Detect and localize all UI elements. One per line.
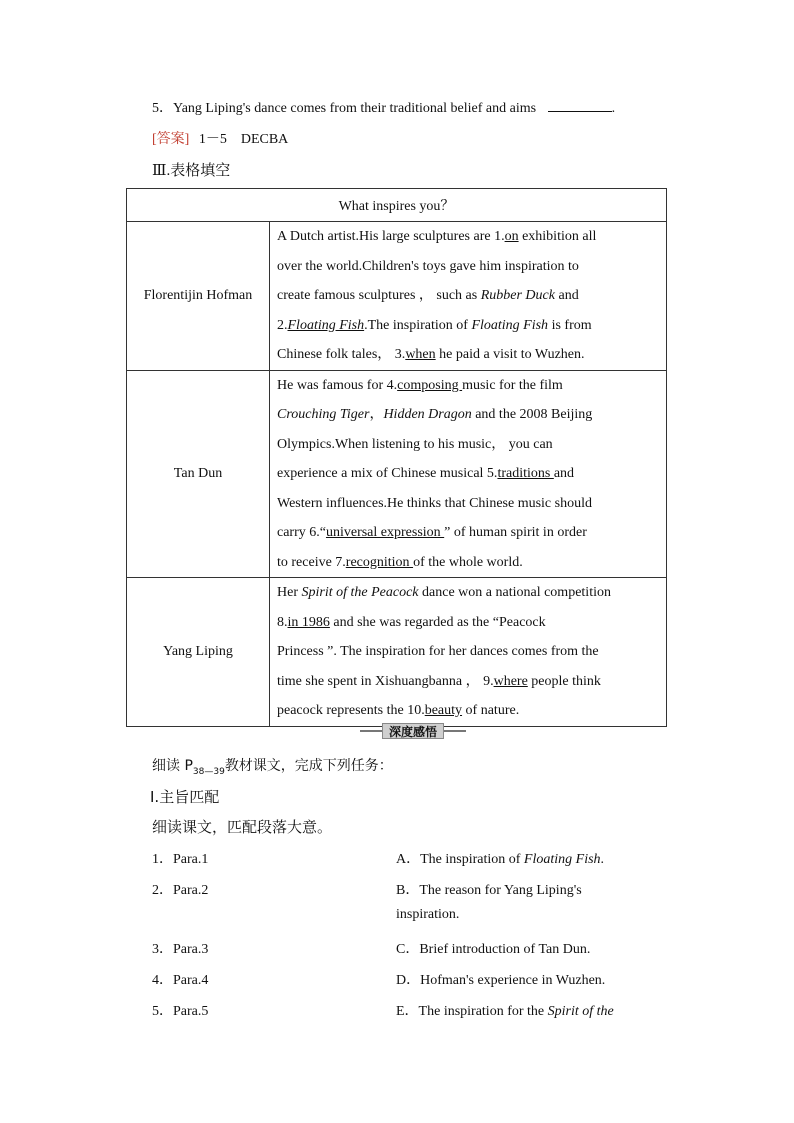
text-run: Spirit of the Peacock — [301, 585, 419, 600]
text-run: peacock represents the 10. — [277, 703, 425, 718]
reading-intro — [152, 755, 393, 777]
text-run: and the 2008 Beijing — [471, 407, 593, 422]
answer-fill: recognition — [345, 554, 414, 570]
table-row — [127, 370, 667, 578]
text-run: is from — [548, 317, 592, 333]
text-run: .The inspiration of — [364, 317, 472, 333]
list-item — [396, 1000, 614, 1031]
text-run: Her — [277, 585, 302, 600]
cell-line — [277, 222, 659, 252]
text-run: experience a mix of Chinese musical 5. — [277, 466, 498, 481]
answer-fill: on — [504, 229, 519, 244]
text-run: A Dutch artist.His large sculptures are 1. — [277, 229, 505, 244]
text-run: he paid a visit to Wuzhen. — [435, 347, 585, 362]
text-run: of the whole world. — [413, 554, 523, 570]
answer-text: 1－5 DECBA — [198, 132, 289, 147]
text-run: time she spent in Xishuangbanna ， 9. — [277, 673, 494, 689]
answer-fill: universal expression — [325, 525, 445, 540]
answer-fill: composing — [397, 377, 463, 393]
text-run: Spirit of the — [547, 1004, 614, 1019]
list-item — [396, 938, 614, 969]
summary-list — [396, 848, 614, 1031]
row-body — [270, 222, 667, 371]
inspiration-table — [126, 188, 667, 727]
question-5 — [152, 97, 668, 117]
cell-line — [277, 548, 659, 578]
text-run: A．The inspiration of — [396, 852, 524, 867]
text-run: . — [600, 852, 605, 867]
row-name-tan-dun: Tan Dun — [127, 370, 270, 578]
answer-fill: beauty — [424, 703, 463, 718]
text-run: of nature. — [462, 703, 520, 718]
text-run: Floating Fish — [471, 317, 549, 333]
text-run: exhibition all — [518, 229, 597, 244]
text-run: dance won a national competition — [418, 585, 611, 600]
table-header: What inspires you？ — [127, 189, 667, 222]
answer-fill: when — [405, 347, 436, 362]
text-run: Rubber Duck — [480, 288, 555, 303]
cell-line — [277, 430, 659, 460]
cell-line — [277, 637, 659, 667]
row-name-hofman: Florentijin Hofman — [127, 222, 270, 371]
cell-line — [277, 459, 659, 489]
cell-line — [277, 252, 659, 282]
text-run: C．Brief introduction of Tan Dun. — [396, 942, 591, 957]
text-run: D．Hofman's experience in Wuzhen. — [396, 973, 606, 988]
question-end: . — [611, 101, 616, 116]
cell-line — [277, 608, 659, 638]
cell-line — [277, 311, 659, 341]
matching-instruction: 细读课文，匹配段落大意。 — [152, 818, 333, 836]
banner-label: 深度感悟 — [382, 723, 444, 739]
list-item: 1．Para.1 — [152, 852, 209, 867]
question-text: Yang Liping's dance comes from their traditional belief and aims — [173, 101, 537, 116]
text-run: to receive 7. — [277, 554, 346, 570]
text-run: and she was regarded as the “Peacock — [329, 614, 546, 630]
answer-fill: where — [493, 673, 528, 689]
cell-line — [277, 371, 659, 401]
text-run: He was famous for 4. — [277, 377, 398, 393]
table-row — [127, 578, 667, 727]
list-item: 5．Para.5 — [152, 1004, 209, 1019]
section-1-title: Ⅰ.主旨匹配 — [150, 788, 220, 806]
answer-fill: traditions — [497, 466, 554, 481]
text-run: inspiration. — [396, 907, 460, 922]
list-item — [396, 907, 614, 938]
cell-line — [277, 489, 659, 519]
list-item — [396, 879, 614, 907]
text-run: Hidden Dragon — [383, 407, 472, 422]
text-run: Crouching Tiger — [277, 407, 370, 422]
answer-line — [152, 128, 288, 148]
text-run: carry 6.“ — [277, 525, 326, 540]
text-run: Western influences.He thinks that Chinese music should — [277, 495, 592, 511]
row-body — [270, 370, 667, 578]
table-header-row — [127, 189, 667, 222]
cell-line — [277, 667, 659, 697]
text-run: 8. — [277, 614, 288, 630]
text-run: B．The reason for Yang Liping's — [396, 883, 582, 898]
text-run: Princess ”. The inspiration for her dances comes from the — [277, 644, 599, 659]
list-item: 4．Para.4 — [152, 973, 209, 988]
text-run: ， — [369, 407, 384, 422]
cell-line — [277, 518, 659, 548]
question-number: 5． — [152, 101, 173, 116]
cell-line — [277, 281, 659, 311]
text-run: Floating Fish — [523, 852, 601, 867]
table-row — [127, 222, 667, 371]
list-item: 3．Para.3 — [152, 942, 209, 957]
answer-fill: Floating Fish — [287, 317, 365, 333]
text-run: over the world.Children's toys gave him inspiration to — [277, 258, 579, 274]
list-item — [396, 969, 614, 1000]
text-run: Olympics.When listening to his music， you can — [277, 436, 553, 452]
text-run: Chinese folk tales， 3. — [277, 347, 406, 362]
text-run: E．The inspiration for the — [396, 1004, 548, 1019]
answer-fill: in 1986 — [287, 614, 330, 630]
intro-pages: 38—39 — [192, 766, 225, 777]
text-run: music for the film — [462, 377, 563, 393]
cell-line — [277, 578, 659, 608]
list-item: 2．Para.2 — [152, 883, 209, 898]
text-run: and — [553, 466, 575, 481]
cell-line — [277, 340, 659, 370]
text-run: and — [554, 288, 579, 303]
intro-post: 教材课文，完成下列任务： — [224, 758, 393, 774]
row-body — [270, 578, 667, 727]
answer-tag: [答案] — [152, 132, 190, 147]
section-banner — [360, 723, 466, 739]
text-run: people think — [527, 673, 601, 689]
answer-blank — [548, 99, 612, 112]
intro-pre: 细读 P — [152, 758, 193, 774]
cell-line — [277, 696, 659, 726]
section-3-title: Ⅲ.表格填空 — [152, 163, 231, 179]
text-run: 2. — [277, 317, 288, 333]
para-list — [152, 848, 208, 1031]
cell-line — [277, 400, 659, 430]
text-run: ” of human spirit in order — [444, 525, 587, 540]
list-item — [396, 848, 614, 879]
row-name-yang-liping: Yang Liping — [127, 578, 270, 727]
text-run: create famous sculptures ， such as — [277, 288, 481, 303]
